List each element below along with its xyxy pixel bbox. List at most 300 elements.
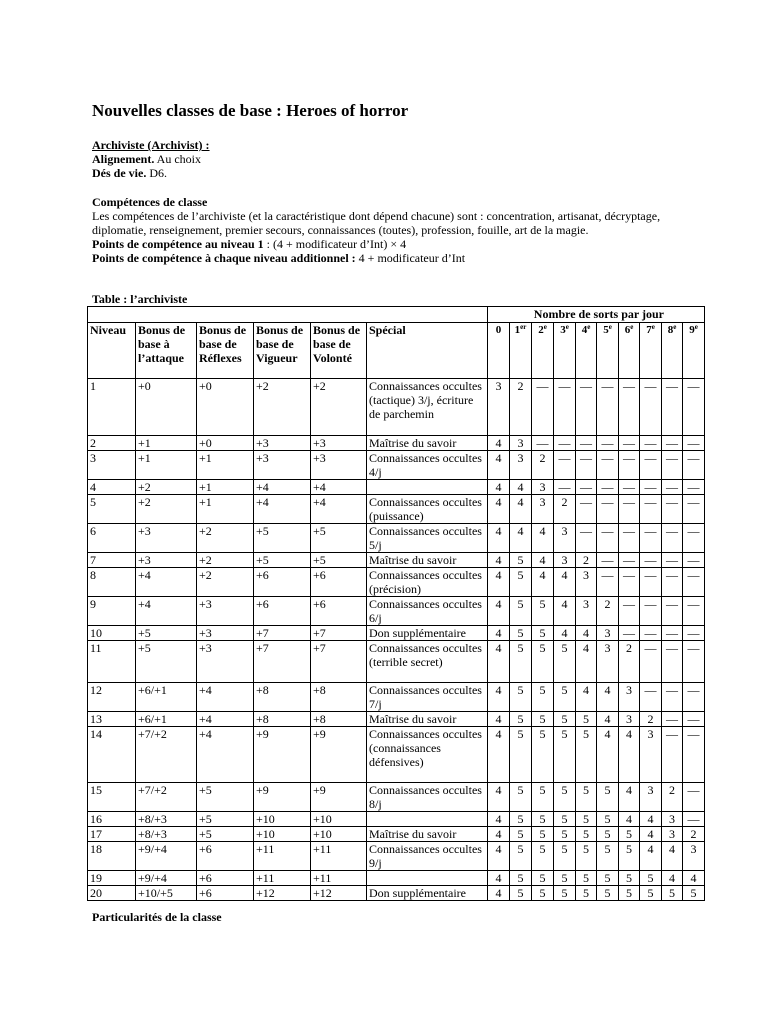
cell-fortitude: +10 <box>254 827 311 842</box>
cell-fortitude: +2 <box>254 379 311 436</box>
cell-special: Don supplémentaire <box>367 626 488 641</box>
cell-spells-level-7: — <box>640 568 662 597</box>
table-header-row <box>88 323 705 379</box>
cell-spells-level-8: — <box>662 553 683 568</box>
cell-spells-level-6: — <box>619 436 640 451</box>
cell-spells-level-3: — <box>554 436 576 451</box>
cell-level: 11 <box>88 641 136 683</box>
cell-spells-level-8: — <box>662 495 683 524</box>
cell-reflex: +3 <box>197 626 254 641</box>
cell-fortitude: +11 <box>254 871 311 886</box>
cell-spells-level-0: 4 <box>488 827 510 842</box>
cell-fortitude: +7 <box>254 641 311 683</box>
cell-spells-level-9: — <box>683 524 705 553</box>
cell-spells-level-9: — <box>683 379 705 436</box>
cell-will: +7 <box>311 641 367 683</box>
cell-attack: +9/+4 <box>136 842 197 871</box>
cell-spells-level-5: — <box>597 480 619 495</box>
cell-spells-level-0: 4 <box>488 597 510 626</box>
cell-spells-level-0: 4 <box>488 783 510 812</box>
cell-spells-level-1: 5 <box>510 626 532 641</box>
class-features-heading: Particularités de la classe <box>92 910 222 924</box>
cell-spells-level-0: 4 <box>488 812 510 827</box>
cell-spells-level-8: 3 <box>662 812 683 827</box>
cell-attack: +7/+2 <box>136 727 197 783</box>
cell-spells-level-7: — <box>640 524 662 553</box>
cell-special: Connaissances occultes (tactique) 3/j, écriture de parchemin <box>367 379 488 436</box>
cell-fortitude: +6 <box>254 597 311 626</box>
cell-spells-level-2: 3 <box>532 495 554 524</box>
cell-spells-level-2: 5 <box>532 812 554 827</box>
cell-spells-level-4: — <box>576 436 597 451</box>
cell-spells-level-6: 5 <box>619 871 640 886</box>
cell-spells-level-4: 5 <box>576 783 597 812</box>
cell-attack: +4 <box>136 597 197 626</box>
cell-level: 4 <box>88 480 136 495</box>
cell-will: +4 <box>311 495 367 524</box>
cell-will: +8 <box>311 712 367 727</box>
cell-spells-level-1: 3 <box>510 451 532 480</box>
cell-special: Connaissances occultes (connaissances défensives) <box>367 727 488 783</box>
header-spell-level-2: 2e <box>532 323 554 379</box>
cell-spells-level-7: — <box>640 597 662 626</box>
cell-spells-level-0: 4 <box>488 451 510 480</box>
cell-level: 20 <box>88 886 136 901</box>
skills-section <box>92 195 667 265</box>
cell-special: Maîtrise du savoir <box>367 827 488 842</box>
cell-spells-level-3: 5 <box>554 683 576 712</box>
cell-level: 5 <box>88 495 136 524</box>
cell-attack: +1 <box>136 436 197 451</box>
cell-spells-level-8: — <box>662 480 683 495</box>
cell-spells-level-1: 5 <box>510 727 532 783</box>
cell-level: 3 <box>88 451 136 480</box>
cell-spells-level-6: 4 <box>619 727 640 783</box>
cell-reflex: +0 <box>197 379 254 436</box>
cell-attack: +1 <box>136 451 197 480</box>
cell-special: Connaissances occultes 9/j <box>367 842 488 871</box>
header-spell-level-8: 8e <box>662 323 683 379</box>
cell-attack: +2 <box>136 495 197 524</box>
cell-spells-level-5: 2 <box>597 597 619 626</box>
table-row <box>88 379 705 436</box>
cell-special <box>367 812 488 827</box>
cell-level: 13 <box>88 712 136 727</box>
cell-spells-level-6: — <box>619 626 640 641</box>
cell-spells-level-5: — <box>597 379 619 436</box>
cell-spells-level-0: 4 <box>488 712 510 727</box>
cell-special: Maîtrise du savoir <box>367 712 488 727</box>
header-spell-level-4: 4e <box>576 323 597 379</box>
additional-level-points-label: Points de compétence à chaque niveau additionnel : <box>92 251 356 265</box>
cell-spells-level-3: — <box>554 379 576 436</box>
table-row <box>88 480 705 495</box>
cell-spells-level-7: 3 <box>640 727 662 783</box>
cell-spells-level-2: 3 <box>532 480 554 495</box>
table-row <box>88 712 705 727</box>
header-spell-level-3: 3e <box>554 323 576 379</box>
cell-level: 17 <box>88 827 136 842</box>
cell-spells-level-9: — <box>683 597 705 626</box>
cell-spells-level-9: — <box>683 812 705 827</box>
cell-spells-level-9: — <box>683 436 705 451</box>
cell-reflex: +4 <box>197 683 254 712</box>
cell-spells-level-5: 3 <box>597 641 619 683</box>
cell-level: 6 <box>88 524 136 553</box>
cell-spells-level-4: 5 <box>576 712 597 727</box>
cell-spells-level-2: 2 <box>532 451 554 480</box>
header-reflex: Bonus de base de Réflexes <box>197 323 254 379</box>
cell-spells-level-6: — <box>619 480 640 495</box>
cell-spells-level-9: — <box>683 495 705 524</box>
cell-spells-level-4: — <box>576 379 597 436</box>
cell-spells-level-4: — <box>576 495 597 524</box>
cell-spells-level-1: 5 <box>510 683 532 712</box>
cell-spells-level-2: 4 <box>532 568 554 597</box>
cell-will: +3 <box>311 436 367 451</box>
cell-spells-level-0: 4 <box>488 871 510 886</box>
cell-attack: +5 <box>136 641 197 683</box>
cell-fortitude: +5 <box>254 553 311 568</box>
cell-spells-level-9: — <box>683 783 705 812</box>
skills-heading: Compétences de classe <box>92 195 208 209</box>
cell-spells-level-8: 3 <box>662 827 683 842</box>
cell-will: +5 <box>311 524 367 553</box>
cell-spells-level-4: 5 <box>576 842 597 871</box>
cell-spells-level-1: 2 <box>510 379 532 436</box>
cell-attack: +5 <box>136 626 197 641</box>
cell-spells-level-4: 5 <box>576 886 597 901</box>
cell-spells-level-5: 4 <box>597 727 619 783</box>
header-fortitude: Bonus de base de Vigueur <box>254 323 311 379</box>
cell-spells-level-9: — <box>683 568 705 597</box>
header-spell-level-9: 9e <box>683 323 705 379</box>
cell-spells-level-7: — <box>640 626 662 641</box>
cell-spells-level-8: — <box>662 451 683 480</box>
cell-level: 16 <box>88 812 136 827</box>
cell-spells-level-7: — <box>640 379 662 436</box>
cell-attack: +0 <box>136 379 197 436</box>
cell-spells-level-1: 4 <box>510 480 532 495</box>
cell-spells-level-5: 5 <box>597 827 619 842</box>
cell-spells-level-8: 4 <box>662 871 683 886</box>
cell-level: 10 <box>88 626 136 641</box>
cell-level: 18 <box>88 842 136 871</box>
header-will: Bonus de base de Volonté <box>311 323 367 379</box>
cell-reflex: +4 <box>197 712 254 727</box>
cell-fortitude: +12 <box>254 886 311 901</box>
cell-spells-level-4: 5 <box>576 871 597 886</box>
cell-level: 15 <box>88 783 136 812</box>
skills-text: Les compétences de l’archiviste (et la caractéristique dont dépend chacune) sont : concentration, artisanat, décryptage, diplomatie, renseignement, premier secours, connaissances (toutes), profession, fouille, art de la magie. <box>92 209 661 237</box>
cell-spells-level-9: — <box>683 553 705 568</box>
table-row <box>88 568 705 597</box>
cell-reflex: +3 <box>197 597 254 626</box>
cell-spells-level-6: — <box>619 495 640 524</box>
cell-spells-level-6: 3 <box>619 683 640 712</box>
cell-spells-level-2: 5 <box>532 842 554 871</box>
cell-spells-level-7: — <box>640 495 662 524</box>
table-row <box>88 683 705 712</box>
cell-special: Maîtrise du savoir <box>367 436 488 451</box>
cell-reflex: +2 <box>197 553 254 568</box>
cell-attack: +9/+4 <box>136 871 197 886</box>
cell-spells-level-8: — <box>662 626 683 641</box>
cell-spells-level-8: — <box>662 597 683 626</box>
cell-level: 1 <box>88 379 136 436</box>
cell-spells-level-0: 4 <box>488 524 510 553</box>
cell-special: Maîtrise du savoir <box>367 553 488 568</box>
cell-spells-level-5: 3 <box>597 626 619 641</box>
table-row <box>88 886 705 901</box>
table-row <box>88 827 705 842</box>
cell-spells-level-9: — <box>683 727 705 783</box>
header-level: Niveau <box>88 323 136 379</box>
cell-spells-level-1: 4 <box>510 524 532 553</box>
cell-spells-level-3: 5 <box>554 871 576 886</box>
cell-spells-level-9: — <box>683 451 705 480</box>
table-row <box>88 783 705 812</box>
cell-fortitude: +7 <box>254 626 311 641</box>
table-row <box>88 524 705 553</box>
cell-spells-level-2: — <box>532 436 554 451</box>
cell-spells-level-5: 5 <box>597 871 619 886</box>
cell-fortitude: +9 <box>254 783 311 812</box>
cell-spells-level-9: — <box>683 641 705 683</box>
cell-spells-level-0: 3 <box>488 379 510 436</box>
cell-spells-level-1: 5 <box>510 783 532 812</box>
cell-special: Don supplémentaire <box>367 886 488 901</box>
cell-will: +10 <box>311 812 367 827</box>
cell-spells-level-6: 4 <box>619 783 640 812</box>
cell-spells-level-8: — <box>662 568 683 597</box>
cell-spells-level-3: 3 <box>554 553 576 568</box>
cell-reflex: +1 <box>197 495 254 524</box>
cell-fortitude: +4 <box>254 480 311 495</box>
header-spell-level-5: 5e <box>597 323 619 379</box>
cell-spells-level-8: 2 <box>662 783 683 812</box>
cell-special: Connaissances occultes 5/j <box>367 524 488 553</box>
header-spell-level-7: 7e <box>640 323 662 379</box>
cell-spells-level-4: 4 <box>576 641 597 683</box>
cell-spells-level-5: — <box>597 436 619 451</box>
cell-reflex: +5 <box>197 812 254 827</box>
cell-reflex: +6 <box>197 886 254 901</box>
cell-reflex: +1 <box>197 451 254 480</box>
cell-spells-level-7: — <box>640 553 662 568</box>
cell-spells-level-8: 5 <box>662 886 683 901</box>
cell-spells-level-2: 4 <box>532 553 554 568</box>
cell-spells-level-1: 5 <box>510 812 532 827</box>
cell-special: Connaissances occultes (terrible secret) <box>367 641 488 683</box>
cell-spells-level-2: 5 <box>532 712 554 727</box>
cell-spells-level-5: 5 <box>597 783 619 812</box>
table-row <box>88 495 705 524</box>
cell-spells-level-1: 5 <box>510 553 532 568</box>
first-level-points-value: : (4 + modificateur d’Int) × 4 <box>263 237 407 251</box>
cell-will: +12 <box>311 886 367 901</box>
cell-spells-level-0: 4 <box>488 480 510 495</box>
cell-spells-level-6: 2 <box>619 641 640 683</box>
cell-spells-level-3: 5 <box>554 827 576 842</box>
cell-spells-level-4: 5 <box>576 812 597 827</box>
hit-die-value: D6. <box>146 166 167 180</box>
cell-spells-level-6: — <box>619 451 640 480</box>
table-header-blank <box>88 307 488 323</box>
cell-spells-level-3: 5 <box>554 641 576 683</box>
cell-fortitude: +11 <box>254 842 311 871</box>
cell-spells-level-6: — <box>619 568 640 597</box>
cell-fortitude: +4 <box>254 495 311 524</box>
cell-attack: +7/+2 <box>136 783 197 812</box>
cell-reflex: +6 <box>197 871 254 886</box>
header-attack: Bonus de base à l’attaque <box>136 323 197 379</box>
cell-fortitude: +6 <box>254 568 311 597</box>
cell-spells-level-1: 5 <box>510 568 532 597</box>
cell-spells-level-8: — <box>662 683 683 712</box>
cell-reflex: +4 <box>197 727 254 783</box>
cell-spells-level-2: 5 <box>532 683 554 712</box>
cell-spells-level-6: 4 <box>619 812 640 827</box>
cell-spells-level-5: — <box>597 568 619 597</box>
cell-spells-level-9: 5 <box>683 886 705 901</box>
cell-spells-level-5: — <box>597 524 619 553</box>
cell-attack: +6/+1 <box>136 683 197 712</box>
cell-fortitude: +3 <box>254 451 311 480</box>
table-row <box>88 451 705 480</box>
cell-spells-level-7: — <box>640 683 662 712</box>
cell-spells-level-6: — <box>619 524 640 553</box>
cell-spells-level-9: 4 <box>683 871 705 886</box>
table-row <box>88 436 705 451</box>
cell-will: +10 <box>311 827 367 842</box>
cell-spells-level-8: 4 <box>662 842 683 871</box>
cell-spells-level-7: 4 <box>640 812 662 827</box>
cell-reflex: +1 <box>197 480 254 495</box>
class-heading: Archiviste (Archivist) : <box>92 138 210 152</box>
first-level-points-label: Points de compétence au niveau 1 <box>92 237 264 251</box>
cell-fortitude: +3 <box>254 436 311 451</box>
cell-spells-level-7: 5 <box>640 871 662 886</box>
cell-spells-level-5: 5 <box>597 842 619 871</box>
cell-spells-level-3: 4 <box>554 568 576 597</box>
cell-spells-level-4: — <box>576 524 597 553</box>
cell-spells-level-7: 2 <box>640 712 662 727</box>
cell-spells-level-6: 5 <box>619 827 640 842</box>
cell-attack: +4 <box>136 568 197 597</box>
cell-attack: +8/+3 <box>136 827 197 842</box>
cell-spells-level-2: 5 <box>532 827 554 842</box>
cell-spells-level-0: 4 <box>488 626 510 641</box>
cell-will: +6 <box>311 597 367 626</box>
cell-spells-level-3: — <box>554 480 576 495</box>
cell-spells-level-8: — <box>662 436 683 451</box>
table-row <box>88 626 705 641</box>
cell-spells-level-8: — <box>662 641 683 683</box>
table-row <box>88 597 705 626</box>
cell-level: 2 <box>88 436 136 451</box>
cell-spells-level-3: 2 <box>554 495 576 524</box>
cell-spells-level-0: 4 <box>488 727 510 783</box>
cell-spells-level-0: 4 <box>488 553 510 568</box>
cell-reflex: +3 <box>197 641 254 683</box>
cell-spells-level-1: 5 <box>510 871 532 886</box>
cell-spells-level-4: 4 <box>576 683 597 712</box>
cell-level: 8 <box>88 568 136 597</box>
cell-spells-level-3: 4 <box>554 597 576 626</box>
cell-fortitude: +8 <box>254 683 311 712</box>
cell-special <box>367 480 488 495</box>
cell-spells-level-9: — <box>683 683 705 712</box>
cell-spells-level-4: — <box>576 451 597 480</box>
cell-spells-level-0: 4 <box>488 568 510 597</box>
cell-spells-level-4: 4 <box>576 626 597 641</box>
cell-spells-level-7: 4 <box>640 827 662 842</box>
class-intro <box>92 138 692 180</box>
cell-level: 9 <box>88 597 136 626</box>
cell-fortitude: +8 <box>254 712 311 727</box>
cell-spells-level-7: — <box>640 480 662 495</box>
cell-reflex: +0 <box>197 436 254 451</box>
cell-spells-level-1: 5 <box>510 886 532 901</box>
cell-spells-level-7: 5 <box>640 886 662 901</box>
cell-special: Connaissances occultes (puissance) <box>367 495 488 524</box>
cell-spells-level-5: — <box>597 553 619 568</box>
hit-die-label: Dés de vie. <box>92 166 147 180</box>
header-special: Spécial <box>367 323 488 379</box>
cell-attack: +6/+1 <box>136 712 197 727</box>
cell-spells-level-3: 5 <box>554 712 576 727</box>
cell-spells-level-1: 4 <box>510 495 532 524</box>
cell-spells-level-9: 2 <box>683 827 705 842</box>
cell-spells-level-5: 4 <box>597 712 619 727</box>
cell-will: +6 <box>311 568 367 597</box>
cell-spells-level-1: 5 <box>510 842 532 871</box>
cell-spells-level-8: — <box>662 712 683 727</box>
cell-spells-level-7: 4 <box>640 842 662 871</box>
cell-spells-level-3: 3 <box>554 524 576 553</box>
cell-special: Connaissances occultes 6/j <box>367 597 488 626</box>
cell-spells-level-0: 4 <box>488 886 510 901</box>
cell-will: +5 <box>311 553 367 568</box>
cell-spells-level-4: 2 <box>576 553 597 568</box>
cell-spells-level-0: 4 <box>488 436 510 451</box>
cell-spells-level-0: 4 <box>488 842 510 871</box>
alignment-label: Alignement. <box>92 152 155 166</box>
cell-reflex: +6 <box>197 842 254 871</box>
cell-fortitude: +9 <box>254 727 311 783</box>
cell-spells-level-4: — <box>576 480 597 495</box>
cell-will: +9 <box>311 783 367 812</box>
cell-spells-level-6: — <box>619 379 640 436</box>
cell-spells-level-2: 5 <box>532 886 554 901</box>
header-spell-level-6: 6e <box>619 323 640 379</box>
cell-spells-level-1: 5 <box>510 597 532 626</box>
cell-spells-level-4: 3 <box>576 568 597 597</box>
cell-spells-level-0: 4 <box>488 641 510 683</box>
cell-spells-level-6: — <box>619 553 640 568</box>
cell-spells-level-9: — <box>683 480 705 495</box>
table-row <box>88 553 705 568</box>
cell-spells-level-2: 5 <box>532 783 554 812</box>
cell-special: Connaissances occultes 4/j <box>367 451 488 480</box>
cell-spells-level-4: 5 <box>576 827 597 842</box>
table-row <box>88 641 705 683</box>
cell-spells-level-0: 4 <box>488 683 510 712</box>
cell-attack: +8/+3 <box>136 812 197 827</box>
additional-level-points-value: 4 + modificateur d’Int <box>355 251 466 265</box>
cell-spells-level-7: — <box>640 436 662 451</box>
